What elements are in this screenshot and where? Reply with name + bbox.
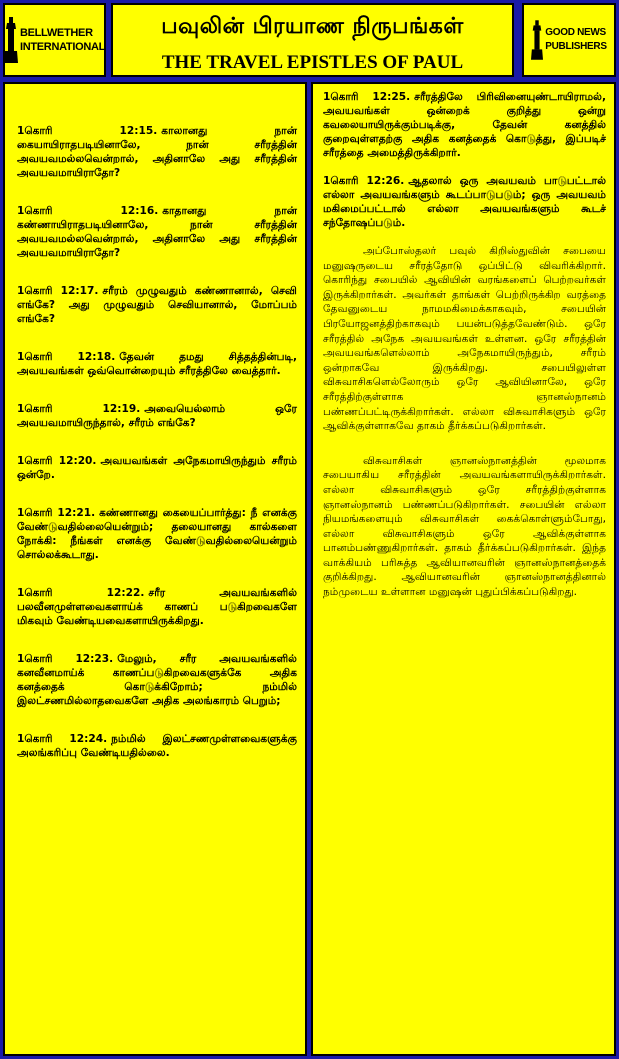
verse-text: சரீர அவயவங்களில் பலவீனமுள்ளவைகளாய்க் காணப் படுகிறவைகளே மிகவும் வேண்டியவைகளாயிருக்கிறது. — [17, 587, 297, 627]
verse-reference: 1கொரி 12:19. — [17, 403, 141, 415]
verse-text: சரீரம் முழுவதும் கண்ணானால், செவி எங்கே? அது முழுவதும் செவியானால், மோப்பம் எங்கே? — [17, 285, 297, 325]
verse-text: சரீரத்திலே பிரிவினையுண்டாயிராமல், அவயவங்கள் ஒன்றைக் குறித்து ஒன்று கவலையாயிருக்கும்படிக்கு, தேவன் கனத்தில் குறைவுள்ளதற்கு அதிக கனத்தைக் கொடுத்து, இப்படிச் சரீரத்தை அமைத்திருக்கிறார். — [323, 91, 606, 159]
verse-reference: 1கொரி 12:17. — [17, 285, 99, 297]
verse-reference: 1கொரி 12:22. — [17, 587, 145, 599]
right-logo-line-2: PUBLISHERS — [545, 41, 607, 52]
verse-text: காலானது நான் கையாயிராதபடியினாலே, நான் சரீரத்தின் அவயவமல்லவென்றால், அதினாலே அது சரீரத்தின் அவயவமாயிராதோ? — [17, 125, 297, 179]
title-tamil: பவுலின் பிரயாண நிருபங்கள் — [161, 14, 464, 39]
verse — [17, 284, 297, 326]
verse — [17, 124, 297, 180]
verse-text: அவையெல்லாம் ஒரே அவயவமாயிருந்தால், சரீரம் எங்கே? — [17, 403, 297, 429]
verse-text: நம்மில் இலட்சணமுள்ளவைகளுக்கு அலங்கரிப்பு வேண்டியதில்லை. — [17, 733, 297, 759]
commentary-paragraph: விசுவாசிகள் ஞானஸ்நானத்தின் மூலமாக சபையாகிய சரீரத்தின் அவயவங்களாயிருக்கிறார்கள். எல்லா விசுவாசிகளும் ஒரே சரீரத்திற்குள்ளாக ஞானஸ்நானம் பண்ணப்படுகிறார்கள். சபையின் எல்லா நியமங்களையும் விசுவாசிகள் கைக்கொள்ளும்போது, எல்லா விசுவாசிகளும் ஒரே ஆவிக்குள்ளாக பானம்பண்ணுகிறார்கள். தாகம் தீர்க்கப்படுகிறார்கள். இந்த வாக்கியம் பரிசுத்த ஆவியானவரின் ஞானஸ்நானத்தைக் குறிக்கிறது. ஆவியானவரின் ஞானஸ்நானத்தினால் நம்முடைய உள்ளான மனுஷன் புதுப்பிக்கப்படுகிறது. — [323, 454, 606, 599]
verse — [323, 90, 606, 160]
verse — [17, 350, 297, 378]
verse-reference: 1கொரி 12:25. — [323, 91, 411, 103]
verse-text: கண்ணானது கையைப்பார்த்து: நீ எனக்கு வேண்டுவதில்லையென்றும்; தலையானது கால்களை நோக்கி: நீங்கள் எனக்கு வேண்டுவதில்லையென்றும் சொல்லக்கூடாது. — [17, 507, 297, 561]
verse — [17, 204, 297, 260]
tower-icon — [4, 17, 18, 63]
verse-text: அவயவங்கள் அநேகமாயிருந்தும் சரீரம் ஒன்றே. — [17, 455, 297, 481]
good-news-logo — [522, 3, 616, 77]
verse — [17, 454, 297, 482]
left-column — [3, 82, 307, 1056]
title-english: THE TRAVEL EPISTLES OF PAUL — [161, 52, 464, 73]
bellwether-logo — [3, 3, 106, 77]
verse-reference: 1கொரி 12:26. — [323, 175, 405, 187]
verse-text: ஆதலால் ஒரு அவயவம் பாடுபட்டால் எல்லா அவயவங்களும் கூடப்பாடுபடும்; ஒரு அவயவம் மகிமைப்பட்டால் எல்லா அவயவங்களும் கூடச் சந்தோஷப்படும். — [323, 175, 606, 229]
right-column — [311, 82, 616, 1056]
tower-icon — [531, 19, 543, 61]
verse-text: காதானது நான் கண்ணாயிராதபடியினாலே, நான் சரீரத்தின் அவயவமல்லவென்றால், அதினாலே அது சரீரத்தின் அவயவமாயிராதோ? — [17, 205, 297, 259]
right-logo-line-1: GOOD NEWS — [545, 27, 606, 38]
verse-reference: 1கொரி 12:20. — [17, 455, 97, 467]
title-box — [111, 3, 514, 77]
header — [3, 3, 616, 77]
verse-reference: 1கொரி 12:18. — [17, 351, 116, 363]
verse-reference: 1கொரி 12:15. — [17, 125, 158, 137]
verse-reference: 1கொரி 12:24. — [17, 733, 108, 745]
verse-text: தேவன் தமது சித்தத்தின்படி, அவயவங்கள் ஒவ்வொன்றையும் சரீரத்திலே வைத்தார். — [17, 351, 297, 377]
verse — [17, 402, 297, 430]
verse — [17, 586, 297, 628]
verse-reference: 1கொரி 12:21. — [17, 507, 96, 519]
verse — [17, 506, 297, 562]
verse — [17, 732, 297, 760]
verse — [17, 652, 297, 708]
verse-text: மேலும், சரீர அவயவங்களில் கனவீனமாய்க் காணப்படுகிறவைகளுக்கே அதிக கனத்தைக் கொடுக்கிறோம்; நம்மில் இலட்சணமில்லாதவைகளே அதிக அலங்காரம் பெறும்; — [17, 653, 297, 707]
left-logo-line-1: BELLWETHER — [19, 27, 93, 39]
verse-reference: 1கொரி 12:16. — [17, 205, 159, 217]
left-logo-line-2: INTERNATIONAL — [19, 41, 106, 53]
verse-reference: 1கொரி 12:23. — [17, 653, 114, 665]
verse — [323, 174, 606, 230]
commentary-paragraph: அப்போஸ்தலர் பவுல் கிறிஸ்துவின் சபையை மனுஷருடைய சரீரத்தோடு ஒப்பிட்டு விவரிக்கிறார். கொரிந்து சபையில் ஆவியின் வரங்களைப் பெற்றவர்கள் இருக்கிறார்கள். அவர்கள் தாங்கள் பெற்றிருக்கிற வரத்தை தேவனுடைய நாமமகிமைக்காகவும், சபையின் பிரயோஜனத்திற்காகவும் பயன்படுத்தவேண்டும். ஒரே சரீரத்தில் அநேக அவயவங்கள் உள்ளன. ஒரே சரீரத்தின் அவயவங்களெல்லாம் அநேகமாயிருந்தும், சரீரம் ஒன்றாகவே இருக்கிறது. சபையிலுள்ள விசுவாசிகளெல்லோரும் ஒரே ஆவியினாலே, ஒரே சரீரத்திற்குள்ளாக ஞானஸ்நானம் பண்ணப்பட்டிருக்கிறார்கள். எல்லா விசுவாசிகளும் ஒரே ஆவிக்குள்ளாகவே தாகம் தீர்க்கப்படுகிறார்கள். — [323, 245, 606, 433]
